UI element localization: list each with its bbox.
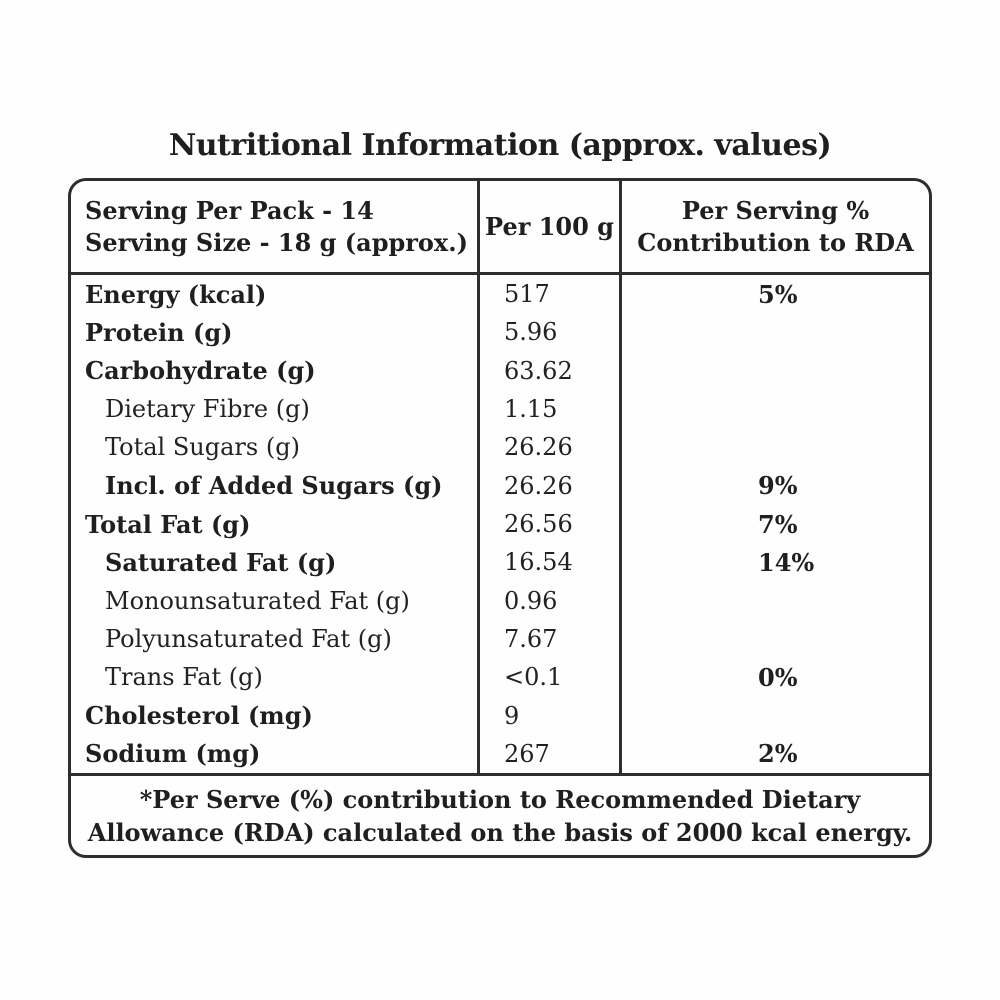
nutrient-cell bbox=[71, 658, 480, 696]
rda-cell bbox=[622, 582, 929, 620]
per-100g-value: 26.26 bbox=[504, 433, 573, 462]
contribution-rda-label: Contribution to RDA bbox=[637, 227, 914, 257]
table-row bbox=[71, 275, 929, 313]
nutrient-label: Sodium (mg) bbox=[85, 739, 261, 769]
table-row bbox=[71, 620, 929, 658]
nutrient-cell bbox=[71, 505, 480, 543]
rda-cell bbox=[622, 467, 929, 505]
rda-value: 7% bbox=[758, 509, 798, 539]
nutrient-label: Monounsaturated Fat (g) bbox=[105, 586, 410, 615]
footnote-line-2: Allowance (RDA) calculated on the basis of 2000 kcal energy. bbox=[87, 817, 913, 847]
rda-cell bbox=[622, 543, 929, 581]
rda-value: 2% bbox=[758, 739, 798, 769]
nutrient-cell bbox=[71, 543, 480, 581]
per-100g-value: 0.96 bbox=[504, 586, 558, 615]
nutrient-label: Carbohydrate (g) bbox=[85, 356, 316, 386]
footnote bbox=[71, 773, 929, 855]
per-100g-cell bbox=[480, 352, 622, 390]
per-100g-value: 517 bbox=[504, 280, 550, 309]
per-100g-cell bbox=[480, 543, 622, 581]
per-100g-value: 1.15 bbox=[504, 395, 558, 424]
per-100g-value: 26.26 bbox=[504, 471, 573, 500]
table-row bbox=[71, 428, 929, 466]
per-100g-cell bbox=[480, 658, 622, 696]
nutrient-cell bbox=[71, 467, 480, 505]
page-title: Nutritional Information (approx. values) bbox=[168, 128, 832, 163]
per-100g-cell bbox=[480, 582, 622, 620]
per-100g-cell bbox=[480, 620, 622, 658]
table-row bbox=[71, 735, 929, 773]
per-100g-label: Per 100 g bbox=[485, 211, 614, 241]
per-100g-cell bbox=[480, 467, 622, 505]
rda-value: 0% bbox=[758, 662, 798, 692]
table-row bbox=[71, 696, 929, 734]
table-row bbox=[71, 543, 929, 581]
per-100g-value: 7.67 bbox=[504, 624, 558, 653]
nutrient-cell bbox=[71, 275, 480, 313]
rda-cell bbox=[622, 352, 929, 390]
footnote-line-1: *Per Serve (%) contribution to Recommended Dietary bbox=[139, 784, 861, 814]
serving-size-label: Serving Size - 18 g (approx.) bbox=[85, 227, 468, 257]
per-100g-value: 5.96 bbox=[504, 318, 558, 347]
table-row bbox=[71, 313, 929, 351]
nutrient-cell bbox=[71, 620, 480, 658]
rda-cell bbox=[622, 390, 929, 428]
table-body bbox=[71, 275, 929, 773]
per-100g-value: 267 bbox=[504, 739, 550, 768]
serving-per-pack-label: Serving Per Pack - 14 bbox=[85, 195, 374, 225]
nutrient-label: Incl. of Added Sugars (g) bbox=[105, 471, 443, 501]
per-100g-value: 16.54 bbox=[504, 548, 573, 577]
per-100g-cell bbox=[480, 390, 622, 428]
nutrient-label: Energy (kcal) bbox=[85, 279, 267, 309]
nutrient-cell bbox=[71, 313, 480, 351]
header-serving-info bbox=[71, 181, 480, 272]
table-row bbox=[71, 582, 929, 620]
rda-cell bbox=[622, 658, 929, 696]
nutrient-label: Cholesterol (mg) bbox=[85, 701, 313, 731]
table-header-row bbox=[71, 181, 929, 275]
nutrient-cell bbox=[71, 428, 480, 466]
rda-cell bbox=[622, 505, 929, 543]
rda-cell bbox=[622, 428, 929, 466]
rda-cell bbox=[622, 696, 929, 734]
rda-cell bbox=[622, 620, 929, 658]
nutrient-label: Polyunsaturated Fat (g) bbox=[105, 624, 392, 653]
rda-cell bbox=[622, 275, 929, 313]
per-100g-cell bbox=[480, 696, 622, 734]
table-row bbox=[71, 390, 929, 428]
per-100g-value: 63.62 bbox=[504, 356, 573, 385]
rda-value: 14% bbox=[758, 547, 815, 577]
nutrient-label: Saturated Fat (g) bbox=[105, 547, 337, 577]
per-serving-percent-label: Per Serving % bbox=[681, 195, 870, 225]
nutrient-cell bbox=[71, 390, 480, 428]
table-row bbox=[71, 505, 929, 543]
rda-value: 5% bbox=[758, 279, 798, 309]
nutrient-cell bbox=[71, 352, 480, 390]
per-100g-cell bbox=[480, 505, 622, 543]
nutrition-table bbox=[68, 178, 932, 858]
per-100g-cell bbox=[480, 275, 622, 313]
nutrient-cell bbox=[71, 696, 480, 734]
rda-value: 9% bbox=[758, 471, 798, 501]
table-row bbox=[71, 658, 929, 696]
per-100g-cell bbox=[480, 735, 622, 773]
header-per-100g bbox=[480, 181, 622, 272]
table-row bbox=[71, 467, 929, 505]
nutrient-label: Total Sugars (g) bbox=[105, 433, 300, 462]
nutrient-label: Trans Fat (g) bbox=[105, 663, 263, 692]
nutrient-label: Dietary Fibre (g) bbox=[105, 395, 310, 424]
nutrient-cell bbox=[71, 582, 480, 620]
nutrient-label: Protein (g) bbox=[85, 317, 233, 347]
nutrient-label: Total Fat (g) bbox=[85, 509, 251, 539]
per-100g-value: 26.56 bbox=[504, 510, 573, 539]
nutrient-cell bbox=[71, 735, 480, 773]
rda-cell bbox=[622, 735, 929, 773]
per-100g-cell bbox=[480, 313, 622, 351]
header-rda bbox=[622, 181, 929, 272]
per-100g-value: <0.1 bbox=[504, 663, 563, 692]
per-100g-value: 9 bbox=[504, 701, 520, 730]
per-100g-cell bbox=[480, 428, 622, 466]
rda-cell bbox=[622, 313, 929, 351]
table-row bbox=[71, 352, 929, 390]
